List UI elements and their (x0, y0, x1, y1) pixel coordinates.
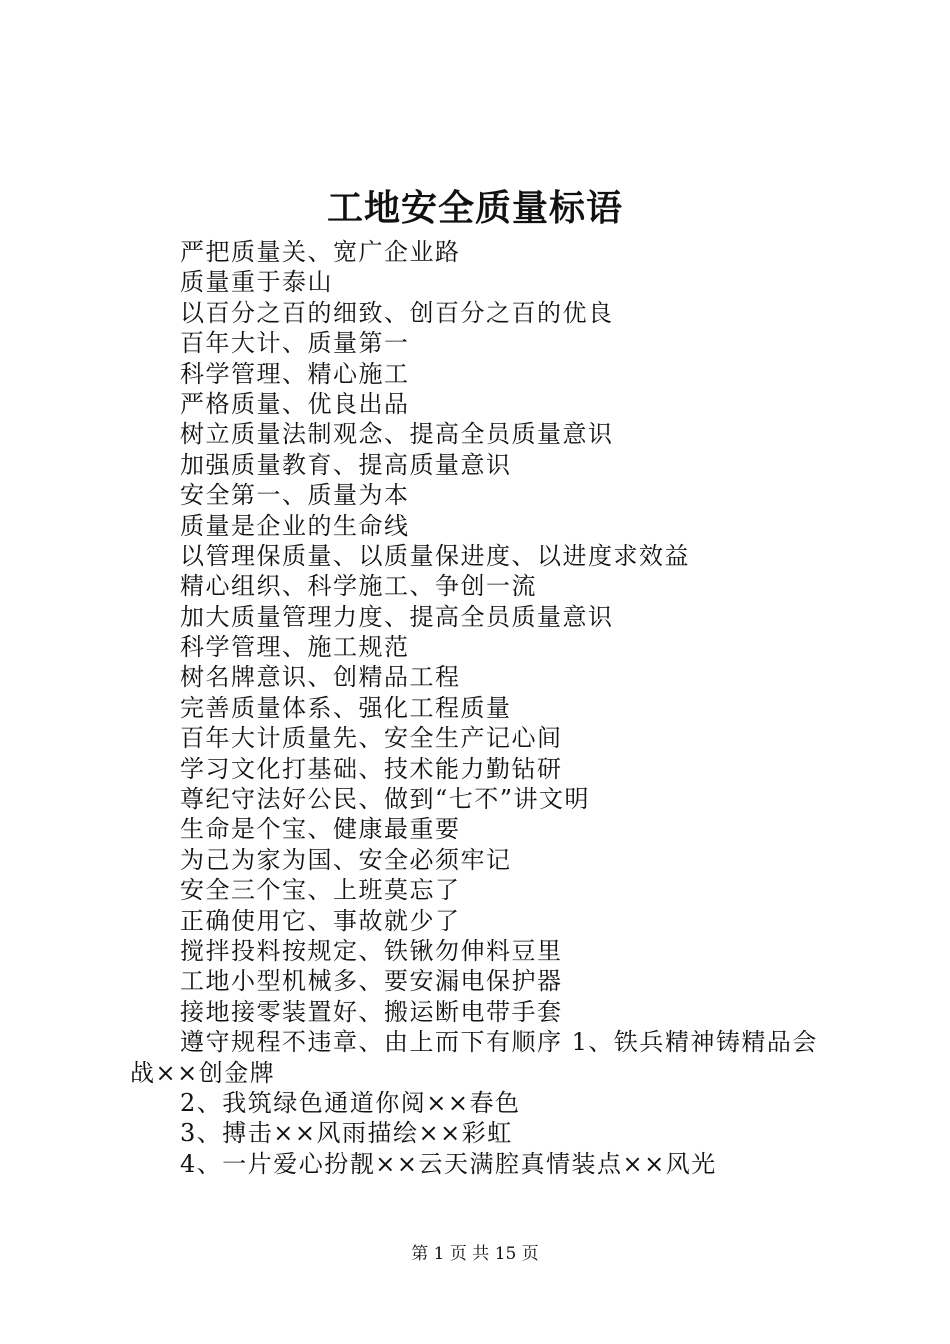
slogan-line: 百年大计质量先、安全生产记心间 (180, 724, 563, 753)
slogan-line: 尊纪守法好公民、做到“七不”讲文明 (180, 785, 591, 814)
page-footer: 第 1 页 共 15 页 (411, 1244, 539, 1264)
slogan-wrapped-paragraph: 遵守规程不违章、由上而下有顺序 1、铁兵精神铸精品会战××创金牌 (130, 1028, 818, 1087)
slogan-line: 科学管理、精心施工 (180, 359, 410, 388)
numbered-slogan-line: 4、一片爱心扮靓××云天满腔真情装点××风光 (180, 1149, 717, 1178)
numbered-slogan-line: 2、我筑绿色通道你阅××春色 (180, 1088, 521, 1117)
slogan-line: 严格质量、优良出品 (180, 389, 410, 418)
numbered-slogan-line: 3、搏击××风雨描绘××彩虹 (180, 1119, 513, 1148)
slogan-line: 安全第一、质量为本 (180, 481, 410, 510)
slogan-line: 搅拌投料按规定、铁锹勿伸料豆里 (180, 936, 563, 965)
slogan-line: 完善质量体系、强化工程质量 (180, 693, 512, 722)
slogan-line: 质量是企业的生命线 (180, 511, 410, 540)
slogan-list (130, 237, 840, 1179)
slogan-line: 以百分之百的细致、创百分之百的优良 (180, 298, 614, 327)
slogan-line: 加大质量管理力度、提高全员质量意识 (180, 602, 614, 631)
slogan-line: 树名牌意识、创精品工程 (180, 663, 461, 692)
slogan-line: 科学管理、施工规范 (180, 633, 410, 662)
slogan-line: 安全三个宝、上班莫忘了 (180, 876, 461, 905)
slogan-line: 正确使用它、事故就少了 (180, 906, 461, 935)
slogan-line: 生命是个宝、健康最重要 (180, 815, 461, 844)
slogan-line: 加强质量教育、提高质量意识 (180, 450, 512, 479)
slogan-line: 树立质量法制观念、提高全员质量意识 (180, 420, 614, 449)
slogan-line: 精心组织、科学施工、争创一流 (180, 572, 537, 601)
slogan-line: 以管理保质量、以质量保进度、以进度求效益 (180, 541, 690, 570)
slogan-line: 工地小型机械多、要安漏电保护器 (180, 967, 563, 996)
slogan-line: 学习文化打基础、技术能力勤钻研 (180, 754, 563, 783)
slogan-line: 严把质量关、宽广企业路 (180, 238, 461, 266)
slogan-line: 质量重于泰山 (180, 268, 333, 297)
slogan-line: 接地接零装置好、搬运断电带手套 (180, 997, 563, 1026)
slogan-line: 百年大计、质量第一 (180, 329, 410, 358)
document-title: 工地安全质量标语 (326, 187, 623, 229)
slogan-line: 为己为家为国、安全必须牢记 (180, 845, 512, 874)
